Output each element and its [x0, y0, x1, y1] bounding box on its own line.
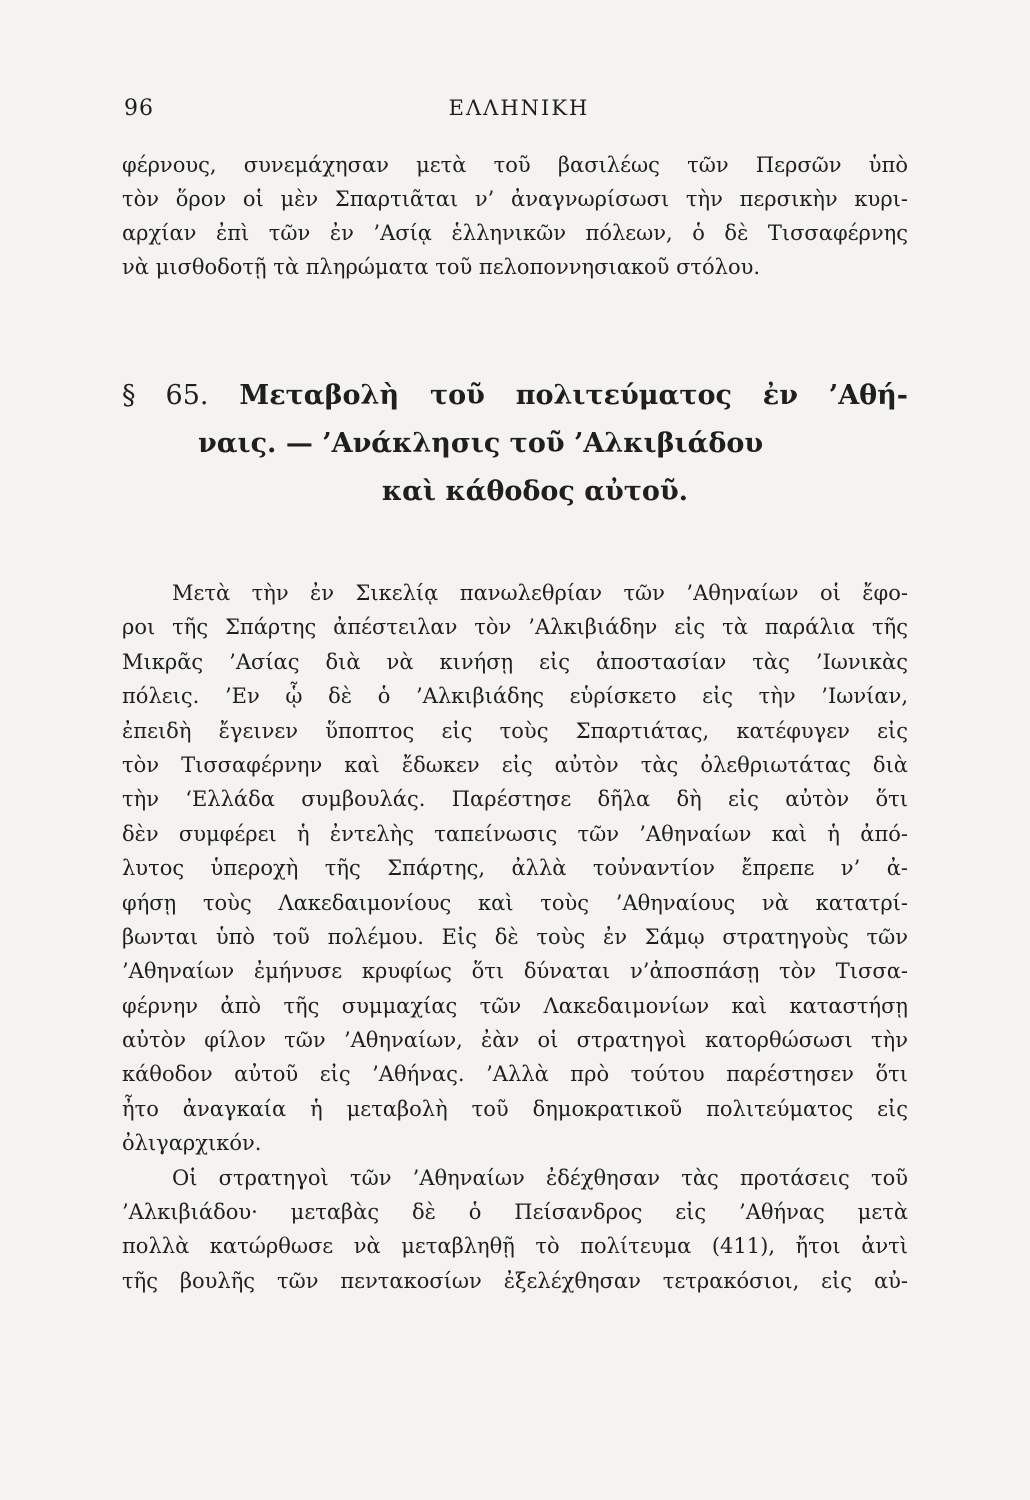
- text-line: τὸν Τισσαφέρνην καὶ ἔδωκεν εἰς αὐτὸν τὰς ὀλεθριωτάτας διὰ: [122, 752, 908, 777]
- text-line: πολλὰ κατώρθωσε νὰ μεταβληθῇ τὸ πολίτευμα (411), ἤτοι ἀντὶ: [122, 1234, 908, 1259]
- text-line: βωνται ὑπὸ τοῦ πολέμου. Εἰς δὲ τοὺς ἐν Σάμῳ στρατηγοὺς τῶν: [122, 924, 908, 949]
- top-paragraph: [122, 148, 908, 284]
- text-line: τὴν ‘Ελλάδα συμβουλάς. Παρέστησε δῆλα δὴ εἰς αὐτὸν ὅτι: [122, 787, 908, 812]
- text-line: τὸν ὅρον οἱ μὲν Σπαρτιᾶται ν’ ἀναγνωρίσωσι τὴν περσικὴν κυρι-: [122, 187, 908, 211]
- text-line: ροι τῆς Σπάρτης ἀπέστειλαν τὸν ’Αλκιβιάδην εἰς τὰ παράλια τῆς: [122, 615, 908, 640]
- text-line: Μικρᾶς ’Ασίας διὰ νὰ κινήσῃ εἰς ἀποστασίαν τὰς ’Ιωνικὰς: [122, 649, 908, 674]
- text-line: φέρνην ἀπὸ τῆς συμμαχίας τῶν Λακεδαιμονίων καὶ καταστήσῃ: [122, 993, 908, 1018]
- running-title: ΕΛΛΗΝΙΚΗ: [448, 96, 590, 120]
- text-line: ’Αλκιβιάδου· μεταβὰς δὲ ὁ Πείσανδρος εἰς ’Αθήνας μετὰ: [122, 1200, 908, 1225]
- section-number: § 65.: [122, 380, 209, 411]
- section-heading: [122, 372, 908, 516]
- text-line: νὰ μισθοδοτῇ τὰ πληρώματα τοῦ πελοποννησιακοῦ στόλου.: [122, 255, 761, 279]
- heading-line: ναις. — ’Ανάκλησις τοῦ ’Αλκιβιάδου: [198, 428, 764, 459]
- text-line: λυτος ὑπεροχὴ τῆς Σπάρτης, ἀλλὰ τοὐναντίον ἔπρεπε ν’ ἀ-: [122, 856, 908, 881]
- body-text: [122, 576, 908, 1298]
- text-line: ὀλιγαρχικόν.: [122, 1131, 262, 1156]
- text-line: Οἱ στρατηγοὶ τῶν ’Αθηναίων ἐδέχθησαν τὰς προτάσεις τοῦ: [172, 1165, 908, 1190]
- text-line: κάθοδον αὐτοῦ εἰς ’Αθήνας. ’Αλλὰ πρὸ τούτου παρέστησεν ὅτι: [122, 1062, 908, 1087]
- text-line: φήσῃ τοὺς Λακεδαιμονίους καὶ τοὺς ’Αθηναίους νὰ κατατρί-: [122, 890, 908, 915]
- heading-line: καὶ κάθοδος αὐτοῦ.: [381, 476, 689, 507]
- text-line: φέρνους, συνεμάχησαν μετὰ τοῦ βασιλέως τῶν Περσῶν ὑπὸ: [122, 153, 908, 177]
- text-line: ἦτο ἀναγκαία ἡ μεταβολὴ τοῦ δημοκρατικοῦ πολιτεύματος εἰς: [122, 1096, 908, 1121]
- text-line: Μετὰ τὴν ἐν Σικελίᾳ πανωλεθρίαν τῶν ’Αθηναίων οἱ ἔφο-: [172, 581, 908, 605]
- page-number: 96: [124, 96, 154, 121]
- text-line: ἐπειδὴ ἔγεινεν ὕποπτος εἰς τοὺς Σπαρτιάτας, κατέφυγεν εἰς: [122, 718, 908, 743]
- text-line: δὲν συμφέρει ἡ ἐντελὴς ταπείνωσις τῶν ’Αθηναίων καὶ ἡ ἀπό-: [122, 821, 908, 846]
- heading-text: Μεταβολὴ τοῦ πολιτεύματος ἐν ’Αθή-: [239, 380, 908, 411]
- text-line: αρχίαν ἐπὶ τῶν ἐν ’Ασίᾳ ἑλληνικῶν πόλεων, ὁ δὲ Τισσαφέρνης: [122, 221, 908, 245]
- page-header: [124, 96, 914, 126]
- text-line: ’Αθηναίων ἐμήνυσε κρυφίως ὅτι δύναται ν’ἀποσπάσῃ τὸν Τισσα-: [122, 959, 908, 984]
- text-line: πόλεις. ’Εν ᾧ δὲ ὁ ’Αλκιβιάδης εὑρίσκετο εἰς τὴν ’Ιωνίαν,: [122, 684, 908, 709]
- text-line: τῆς βουλῆς τῶν πεντακοσίων ἐξελέχθησαν τετρακόσιοι, εἰς αὐ-: [122, 1268, 908, 1293]
- text-line: αὐτὸν φίλον τῶν ’Αθηναίων, ἐὰν οἱ στρατηγοὶ κατορθώσωσι τὴν: [122, 1028, 908, 1053]
- heading-line: [122, 372, 908, 420]
